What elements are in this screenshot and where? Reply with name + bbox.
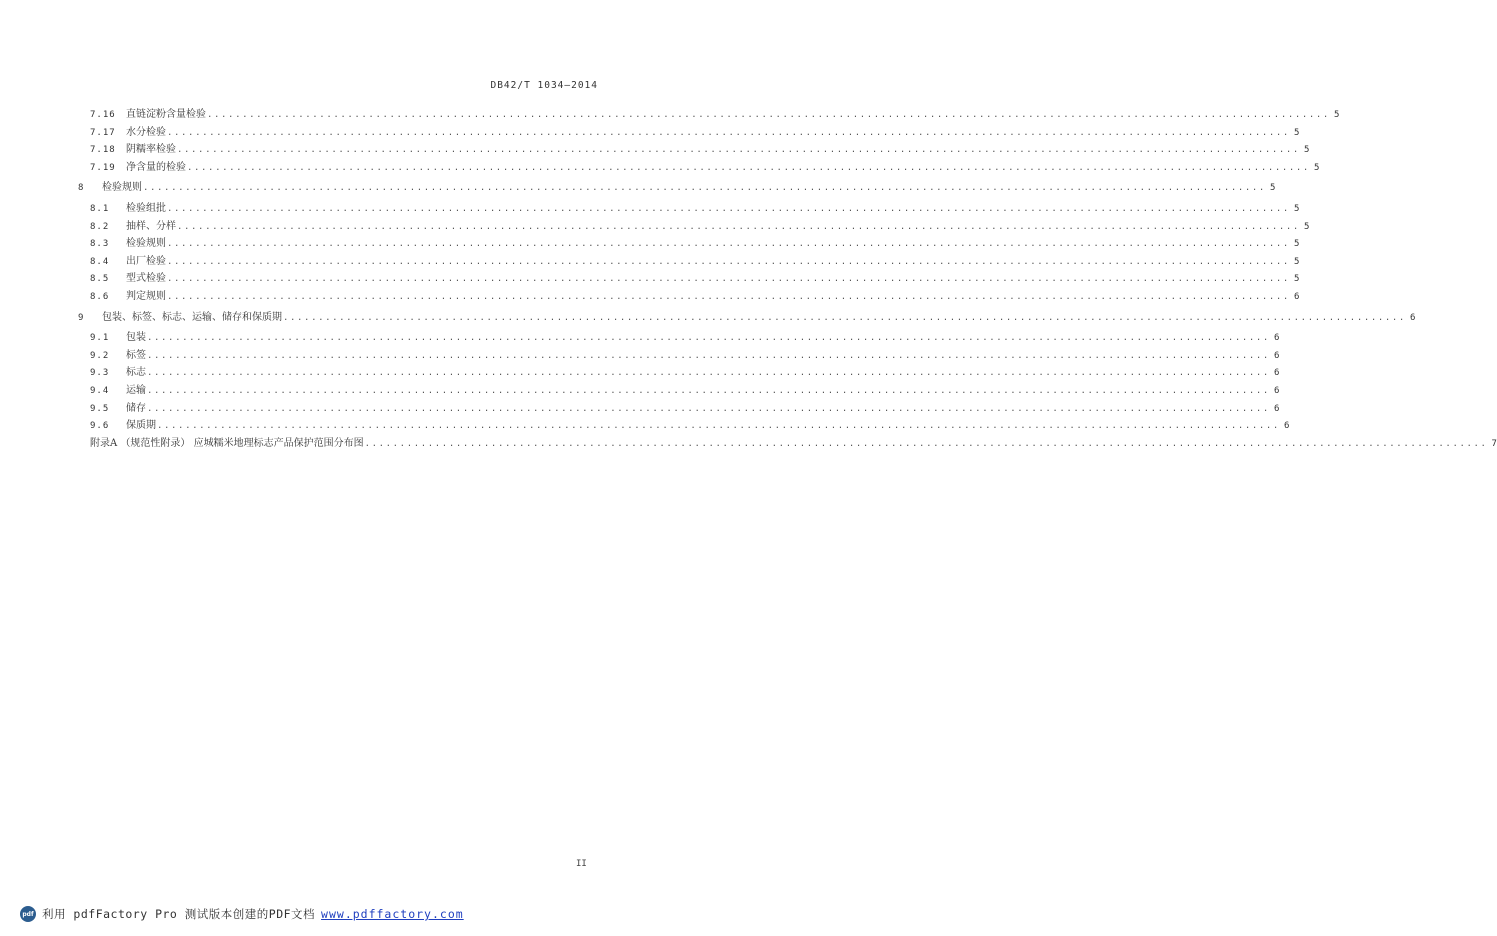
toc-entry-title: 阴糯率检验 xyxy=(126,144,176,156)
toc-leader-dots: ................................................................................................................................................................ xyxy=(147,350,1270,361)
page-number: II xyxy=(576,859,587,869)
toc-entry-number: 9.5 xyxy=(90,403,110,414)
toc-entry-page: 5 xyxy=(1333,110,1340,120)
toc-entry-title: 包装、标签、标志、运输、储存和保质期 xyxy=(102,311,282,323)
toc-entry[interactable] xyxy=(0,364,1280,382)
toc-entry[interactable] xyxy=(0,309,1416,327)
toc-entry-title: 包装 xyxy=(126,332,146,344)
toc-entry-number: 7.17 xyxy=(90,127,116,138)
footer-link[interactable]: www.pdffactory.com xyxy=(321,907,464,921)
toc-leader-dots: ................................................................................................................................................................ xyxy=(147,333,1270,344)
toc-leader-dots: ................................................................................................................................................................ xyxy=(187,162,1310,173)
toc-leader-dots: ................................................................................................................................................................ xyxy=(364,438,1488,449)
toc-entry-number: 8.5 xyxy=(90,274,110,285)
toc-entry-page: 6 xyxy=(1409,312,1416,323)
toc-entry[interactable] xyxy=(0,141,1310,159)
toc-entry-number: 7.19 xyxy=(90,162,116,173)
toc-leader-dots: ................................................................................................................................................................ xyxy=(167,274,1290,285)
toc-entry-title: 型式检验 xyxy=(126,273,166,285)
toc-entry-number: 8.1 xyxy=(90,203,110,214)
toc-leader-dots: ................................................................................................................................................................ xyxy=(177,221,1300,232)
toc-entry-page: 5 xyxy=(1269,183,1276,194)
toc-entry-page: 5 xyxy=(1293,127,1300,138)
toc-entry-page: 6 xyxy=(1273,368,1280,379)
header-doc-code: DB42/T 1034—2014 xyxy=(490,80,598,91)
toc-leader-dots: ................................................................................................................................................................ xyxy=(283,312,1406,323)
toc-leader-dots: ................................................................................................................................................................ xyxy=(167,291,1290,302)
toc-entry-page: 5 xyxy=(1293,203,1300,214)
toc-entry-number: 8.2 xyxy=(90,221,110,232)
toc-entry[interactable] xyxy=(0,235,1300,253)
toc-entry-number: 9.2 xyxy=(90,350,110,361)
toc-entry-title: 附录A （规范性附录） 应城糯米地理标志产品保护范围分布图 xyxy=(90,437,364,449)
toc-entry-page: 6 xyxy=(1273,385,1280,396)
toc-entry-page: 6 xyxy=(1273,333,1280,344)
toc-leader-dots: ................................................................................................................................................................ xyxy=(177,145,1300,156)
table-of-contents xyxy=(0,106,1497,452)
toc-entry[interactable] xyxy=(0,106,1340,124)
toc-entry[interactable] xyxy=(0,270,1300,288)
toc-entry[interactable] xyxy=(0,159,1320,177)
toc-entry[interactable] xyxy=(0,435,1497,453)
toc-entry-title: 标签 xyxy=(126,349,146,361)
toc-entry-title: 运输 xyxy=(126,384,146,396)
toc-entry-number: 7.18 xyxy=(90,145,116,156)
toc-entry-page: 6 xyxy=(1273,403,1280,414)
toc-entry-page: 5 xyxy=(1313,162,1320,173)
footer-text: 利用 pdfFactory Pro 测试版本创建的PDF文档 xyxy=(42,907,316,921)
toc-entry-page: 6 xyxy=(1293,291,1300,302)
toc-entry-title: 标志 xyxy=(126,367,146,379)
toc-entry[interactable] xyxy=(0,218,1310,236)
toc-entry-page: 5 xyxy=(1303,145,1310,156)
toc-leader-dots: ................................................................................................................................................................ xyxy=(147,385,1270,396)
toc-entry-title: 保质期 xyxy=(126,420,156,432)
toc-entry-number: 7.16 xyxy=(90,110,116,120)
toc-leader-dots: ................................................................................................................................................................ xyxy=(167,203,1290,214)
toc-entry[interactable] xyxy=(0,417,1290,435)
toc-entry-page: 5 xyxy=(1293,274,1300,285)
toc-entry-title: 直链淀粉含量检验 xyxy=(126,109,206,120)
toc-leader-dots: ................................................................................................................................................................ xyxy=(167,127,1290,138)
toc-entry-number: 9 xyxy=(78,312,85,323)
toc-entry-title: 出厂检验 xyxy=(126,255,166,267)
toc-entry[interactable] xyxy=(0,124,1300,142)
toc-entry-number: 8.6 xyxy=(90,291,110,302)
toc-entry[interactable] xyxy=(0,200,1300,218)
toc-entry-page: 6 xyxy=(1273,350,1280,361)
toc-leader-dots: ................................................................................................................................................................ xyxy=(147,403,1270,414)
toc-entry-title: 判定规则 xyxy=(126,290,166,302)
toc-entry-title: 抽样、分样 xyxy=(126,220,176,232)
toc-entry-number: 9.6 xyxy=(90,421,110,432)
toc-leader-dots: ................................................................................................................................................................ xyxy=(167,239,1290,250)
footer xyxy=(20,906,464,922)
toc-entry-title: 检验规则 xyxy=(126,238,166,250)
toc-entry-number: 9.3 xyxy=(90,368,110,379)
toc-entry-number: 8.3 xyxy=(90,239,110,250)
toc-entry-number: 9.4 xyxy=(90,385,110,396)
toc-entry-title: 净含量的检验 xyxy=(126,161,186,173)
toc-entry-page: 7 xyxy=(1491,438,1497,449)
toc-leader-dots: ................................................................................................................................................................ xyxy=(147,368,1270,379)
toc-entry-title: 储存 xyxy=(126,402,146,414)
toc-entry-number: 8.4 xyxy=(90,256,110,267)
toc-entry-page: 6 xyxy=(1283,421,1290,432)
toc-leader-dots: ................................................................................................................................................................ xyxy=(143,183,1266,194)
toc-entry[interactable] xyxy=(0,253,1300,271)
toc-entry-title: 检验规则 xyxy=(102,182,142,194)
toc-entry[interactable] xyxy=(0,329,1280,347)
toc-entry-number: 8 xyxy=(78,183,85,194)
toc-leader-dots: ................................................................................................................................................................ xyxy=(167,256,1290,267)
toc-entry-page: 5 xyxy=(1293,256,1300,267)
toc-entry[interactable] xyxy=(0,288,1300,306)
toc-entry[interactable] xyxy=(0,179,1276,197)
toc-entry-page: 5 xyxy=(1293,239,1300,250)
toc-entry[interactable] xyxy=(0,382,1280,400)
toc-entry[interactable] xyxy=(0,347,1280,365)
pdffactory-logo-icon: pdf xyxy=(20,906,36,922)
toc-leader-dots: ................................................................................................................................................................ xyxy=(157,421,1280,432)
toc-entry[interactable] xyxy=(0,400,1280,418)
toc-entry-page: 5 xyxy=(1303,221,1310,232)
toc-leader-dots: ................................................................................................................................................................ xyxy=(207,110,1330,120)
toc-entry-title: 水分检验 xyxy=(126,126,166,138)
toc-entry-title: 检验组批 xyxy=(126,202,166,214)
toc-entry-number: 9.1 xyxy=(90,333,110,344)
